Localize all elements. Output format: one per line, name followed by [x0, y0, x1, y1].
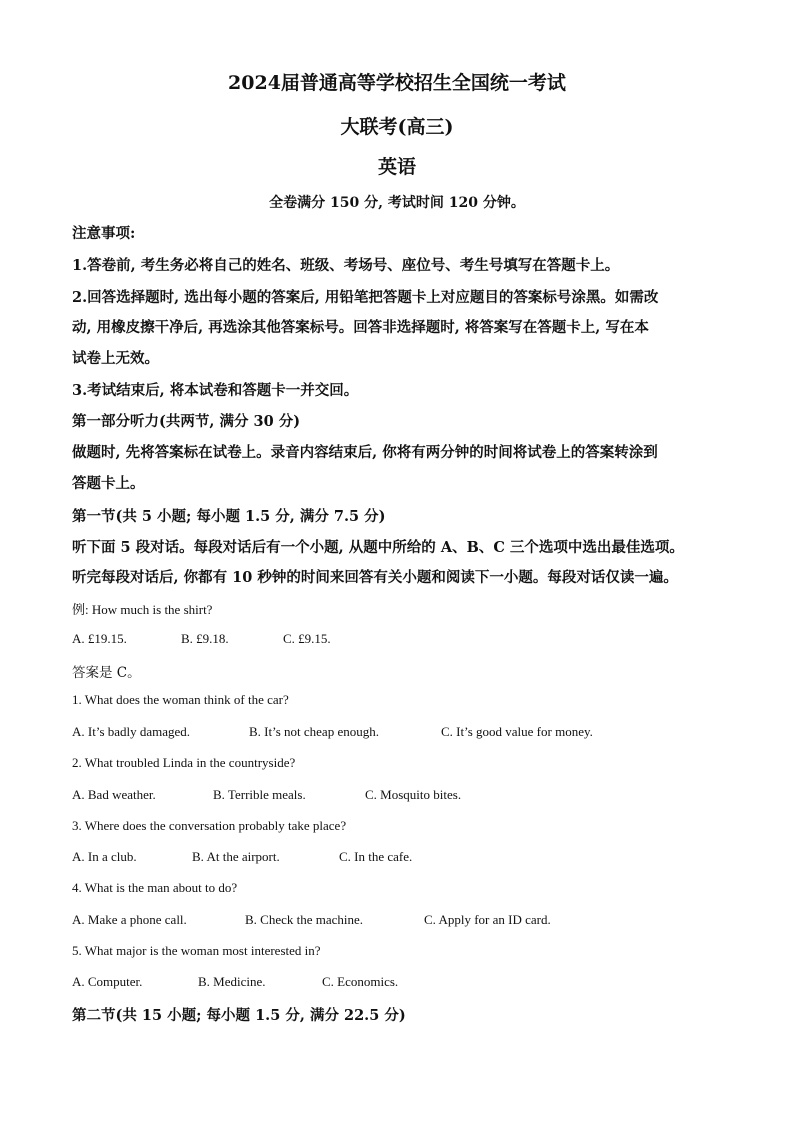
part1-heading: 第一部分听力(共两节, 满分 30 分)	[72, 413, 301, 430]
note-item-2-line-3: 试卷上无效。	[72, 350, 159, 367]
example-option-a: A. £19.15.	[72, 631, 127, 646]
part1-intro-line-1: 做题时, 先将答案标在试卷上。录音内容结束后, 你将有两分钟的时间将试卷上的答案转涂到	[72, 444, 658, 461]
question-4: 4. What is the man about to do?	[72, 880, 238, 895]
question-2-option-c: C. Mosquito bites.	[365, 787, 462, 802]
question-5-option-c: C. Economics.	[322, 974, 399, 989]
section1-intro-line-2: 听完每段对话后, 你都有 10 秒钟的时间来回答有关小题和阅读下一小题。每段对话仅读一遍。	[72, 569, 678, 586]
note-item-2-line-2: 动, 用橡皮擦干净后, 再选涂其他答案标号。回答非选择题时, 将答案写在答题卡上, 写在本	[72, 319, 649, 336]
example-question: 例: How much is the shirt?	[72, 602, 213, 617]
exam-title: 2024届普通高等学校招生全国统一考试	[228, 72, 566, 94]
exam-info: 全卷满分 150 分, 考试时间 120 分钟。	[269, 195, 525, 211]
question-2: 2. What troubled Linda in the countryside?	[72, 755, 296, 770]
section2-heading: 第二节(共 15 小题; 每小题 1.5 分, 满分 22.5 分)	[72, 1007, 406, 1024]
question-3-option-b: B. At the airport.	[192, 849, 280, 864]
question-1: 1. What does the woman think of the car?	[72, 692, 289, 707]
question-5: 5. What major is the woman most interested in?	[72, 943, 321, 958]
question-1-option-b: B. It’s not cheap enough.	[249, 724, 379, 739]
question-3: 3. Where does the conversation probably take place?	[72, 818, 347, 833]
question-4-option-b: B. Check the machine.	[245, 912, 364, 927]
notes-heading: 注意事项:	[72, 225, 136, 242]
exam-subtitle: 大联考(高三)	[340, 116, 454, 138]
question-2-option-a: A. Bad weather.	[72, 787, 156, 802]
question-1-option-c: C. It’s good value for money.	[441, 724, 593, 739]
note-item-1: 1.答卷前, 考生务必将自己的姓名、班级、考场号、座位号、考生号填写在答题卡上。	[72, 257, 620, 274]
example-option-c: C. £9.15.	[283, 631, 331, 646]
example-answer: 答案是 C。	[72, 665, 141, 681]
subject-title: 英语	[377, 156, 416, 178]
question-4-option-a: A. Make a phone call.	[72, 912, 187, 927]
section1-intro-line-1: 听下面 5 段对话。每段对话后有一个小题, 从题中所给的 A、B、C 三个选项中选出最佳选项。	[72, 539, 684, 556]
question-3-option-a: A. In a club.	[72, 849, 137, 864]
question-5-option-b: B. Medicine.	[198, 974, 266, 989]
note-item-2-line-1: 2.回答选择题时, 选出每小题的答案后, 用铅笔把答题卡上对应题目的答案标号涂黑。如需改	[72, 289, 659, 306]
section1-heading: 第一节(共 5 小题; 每小题 1.5 分, 满分 7.5 分)	[72, 508, 386, 525]
part1-intro-line-2: 答题卡上。	[72, 475, 145, 492]
question-3-option-c: C. In the cafe.	[339, 849, 413, 864]
question-1-option-a: A. It’s badly damaged.	[72, 724, 191, 739]
question-5-option-a: A. Computer.	[72, 974, 143, 989]
note-item-3: 3.考试结束后, 将本试卷和答题卡一并交回。	[72, 382, 359, 399]
example-option-b: B. £9.18.	[181, 631, 229, 646]
question-4-option-c: C. Apply for an ID card.	[424, 912, 551, 927]
question-2-option-b: B. Terrible meals.	[213, 787, 306, 802]
